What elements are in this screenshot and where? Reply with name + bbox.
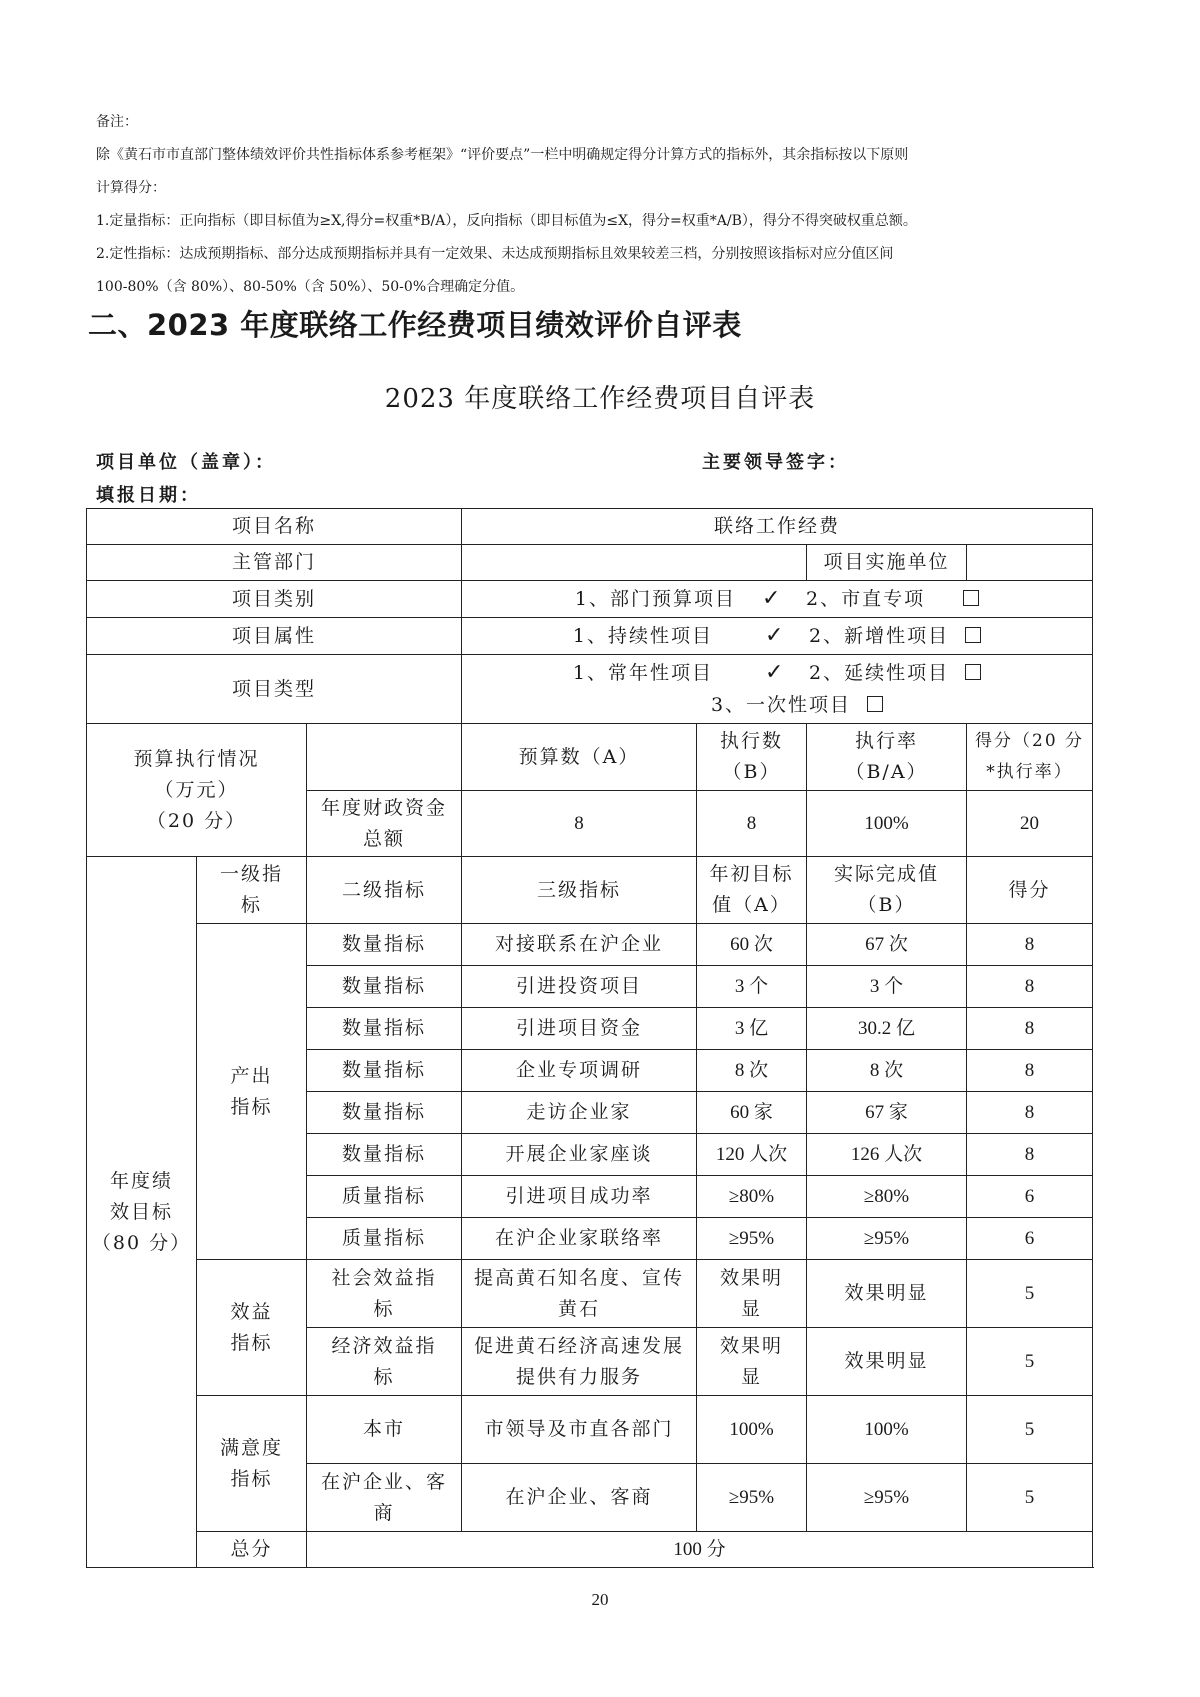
benefit-indicator-label: 效益指标: [197, 1260, 307, 1396]
target-cell: 效果明显: [697, 1328, 807, 1396]
category-option: 1、部门预算项目 ✓: [575, 583, 790, 615]
check-icon: ✓: [765, 623, 786, 648]
level2-cell: 社会效益指标: [307, 1260, 462, 1328]
col-budget-a: 预算数（A）: [462, 724, 697, 791]
header-level3: 三级指标: [462, 857, 697, 924]
level3-cell: 引进投资项目: [462, 966, 697, 1008]
col-exec-b: 执行数（B）: [697, 724, 807, 791]
target-cell: 60 次: [697, 924, 807, 966]
target-cell: 120 人次: [697, 1134, 807, 1176]
score-cell: 5: [967, 1464, 1093, 1532]
level3-cell: 企业专项调研: [462, 1050, 697, 1092]
fill-date-label: 填报日期：: [96, 485, 201, 506]
actual-cell: 3 个: [807, 966, 967, 1008]
row-attribute: [87, 618, 1093, 655]
satisfaction-indicator-label: 满意度指标: [197, 1396, 307, 1532]
notes-line: 除《黄石市市直部门整体绩效评价共性指标体系参考框架》“评价要点”一栏中明确规定得分计算方式的指标外，其余指标按以下原则: [96, 147, 909, 163]
row-budget-header: [87, 724, 1093, 791]
score-cell: 6: [967, 1218, 1093, 1260]
type-label: 项目类型: [87, 655, 462, 724]
score-cell: 8: [967, 1008, 1093, 1050]
impl-unit-value: [967, 545, 1093, 581]
exec-value: 8: [697, 791, 807, 857]
actual-cell: 126 人次: [807, 1134, 967, 1176]
level2-cell: 数量指标: [307, 1050, 462, 1092]
type-option: 3、一次性项目: [711, 689, 883, 721]
level3-cell: 市领导及市直各部门: [462, 1396, 697, 1464]
budget-value: 8: [462, 791, 697, 857]
score-cell: 8: [967, 1092, 1093, 1134]
self-evaluation-table: [86, 508, 1093, 1568]
score-cell: 5: [967, 1396, 1093, 1464]
check-icon: ✓: [765, 660, 786, 685]
row-perf-header: [87, 857, 1093, 924]
project-name-label: 项目名称: [87, 509, 462, 545]
score-cell: 8: [967, 1050, 1093, 1092]
table-row: [87, 1260, 1093, 1328]
level2-cell: 数量指标: [307, 966, 462, 1008]
target-cell: 60 家: [697, 1092, 807, 1134]
checkbox-icon: [965, 627, 981, 643]
actual-cell: ≥95%: [807, 1218, 967, 1260]
actual-cell: 8 次: [807, 1050, 967, 1092]
header-score: 得分: [967, 857, 1093, 924]
level2-cell: 数量指标: [307, 1134, 462, 1176]
target-cell: 3 亿: [697, 1008, 807, 1050]
project-name-value: 联络工作经费: [462, 509, 1093, 545]
annual-fund-label: 年度财政资金总额: [307, 791, 462, 857]
output-indicator-label: 产出指标: [197, 924, 307, 1260]
table-row: [87, 924, 1093, 966]
table-title: 2023 年度联络工作经费项目自评表: [384, 384, 816, 414]
actual-cell: 效果明显: [807, 1260, 967, 1328]
header-level1: 一级指标: [197, 857, 307, 924]
type-options: [462, 655, 1093, 724]
notes-line: 2.定性指标：达成预期指标、部分达成预期指标并具有一定效果、未达成预期指标且效果较差三档，分别按照该指标对应分值区间: [96, 246, 894, 262]
notes-line: 计算得分：: [96, 180, 166, 196]
row-category: [87, 581, 1093, 618]
target-cell: 3 个: [697, 966, 807, 1008]
score-cell: 5: [967, 1260, 1093, 1328]
attribute-option: 2、新增性项目: [809, 620, 981, 652]
budget-blank-cell: [307, 724, 462, 791]
level3-cell: 在沪企业、客商: [462, 1464, 697, 1532]
actual-cell: 30.2 亿: [807, 1008, 967, 1050]
checkbox-icon: [867, 696, 883, 712]
project-unit-label: 项目单位（盖章）：: [96, 452, 276, 473]
perf-label: 年度绩 效目标 （80 分）: [87, 857, 197, 1568]
level2-cell: 数量指标: [307, 924, 462, 966]
level2-cell: 数量指标: [307, 1092, 462, 1134]
dept-value: [462, 545, 807, 581]
level3-cell: 走访企业家: [462, 1092, 697, 1134]
attribute-label: 项目属性: [87, 618, 462, 655]
category-label: 项目类别: [87, 581, 462, 618]
checkbox-icon: [855, 689, 883, 720]
score-value: 20: [967, 791, 1093, 857]
level2-cell: 质量指标: [307, 1218, 462, 1260]
rate-value: 100%: [807, 791, 967, 857]
check-icon: ✓: [762, 586, 783, 611]
score-cell: 8: [967, 966, 1093, 1008]
level2-cell: 在沪企业、客商: [307, 1464, 462, 1532]
impl-unit-label: 项目实施单位: [807, 545, 967, 581]
checkbox-icon: [965, 664, 981, 680]
level3-cell: 在沪企业家联络率: [462, 1218, 697, 1260]
section-heading: 二、2023 年度联络工作经费项目绩效评价自评表: [88, 308, 742, 342]
level3-cell: 开展企业家座谈: [462, 1134, 697, 1176]
actual-cell: 100%: [807, 1396, 967, 1464]
header-level2: 二级指标: [307, 857, 462, 924]
notes-block: [96, 106, 1106, 304]
actual-cell: 67 家: [807, 1092, 967, 1134]
target-cell: 8 次: [697, 1050, 807, 1092]
budget-label: 预算执行情况 （万元） （20 分）: [87, 724, 307, 857]
attribute-options: [462, 618, 1093, 655]
total-value: 100 分: [307, 1532, 1093, 1568]
total-label: 总分: [197, 1532, 307, 1568]
actual-cell: 效果明显: [807, 1328, 967, 1396]
level2-cell: 经济效益指标: [307, 1328, 462, 1396]
checkbox-icon: [953, 620, 981, 651]
checkbox-icon: [963, 590, 979, 606]
target-cell: 100%: [697, 1396, 807, 1464]
level3-cell: 促进黄石经济高速发展提供有力服务: [462, 1328, 697, 1396]
target-cell: ≥80%: [697, 1176, 807, 1218]
score-cell: 5: [967, 1328, 1093, 1396]
actual-cell: ≥80%: [807, 1176, 967, 1218]
leader-signature-label: 主要领导签字：: [702, 452, 849, 473]
score-cell: 6: [967, 1176, 1093, 1218]
row-project-name: [87, 509, 1093, 545]
score-cell: 8: [967, 1134, 1093, 1176]
level2-cell: 本市: [307, 1396, 462, 1464]
col-rate: 执行率（B/A）: [807, 724, 967, 791]
dept-label: 主管部门: [87, 545, 462, 581]
type-option: 2、延续性项目: [809, 657, 981, 689]
target-cell: ≥95%: [697, 1218, 807, 1260]
checkbox-icon: [953, 657, 981, 688]
header-target: 年初目标值（A）: [697, 857, 807, 924]
page-number: 20: [591, 1590, 609, 1609]
row-type: [87, 655, 1093, 724]
type-option: 1、常年性项目 ✓: [573, 657, 793, 689]
header-actual: 实际完成值（B）: [807, 857, 967, 924]
notes-line: 备注：: [96, 114, 138, 130]
level2-cell: 质量指标: [307, 1176, 462, 1218]
level3-cell: 引进项目资金: [462, 1008, 697, 1050]
notes-line: 100-80%（含 80%）、80-50%（含 50%）、50-0%合理确定分值。: [96, 279, 525, 295]
target-cell: ≥95%: [697, 1464, 807, 1532]
notes-line: 1.定量指标：正向指标（即目标值为≥X,得分=权重*B/A），反向指标（即目标值为≤X，得分=权重*A/B），得分不得突破权重总额。: [96, 213, 917, 229]
level3-cell: 引进项目成功率: [462, 1176, 697, 1218]
score-cell: 8: [967, 924, 1093, 966]
col-score: 得分（20 分*执行率）: [967, 724, 1093, 791]
category-options: [462, 581, 1093, 618]
row-dept: [87, 545, 1093, 581]
checkbox-icon: [951, 583, 979, 614]
attribute-option: 1、持续性项目 ✓: [573, 620, 793, 652]
level2-cell: 数量指标: [307, 1008, 462, 1050]
actual-cell: ≥95%: [807, 1464, 967, 1532]
category-option: 2、市直专项: [806, 583, 979, 615]
level3-cell: 对接联系在沪企业: [462, 924, 697, 966]
actual-cell: 67 次: [807, 924, 967, 966]
table-row: [87, 1396, 1093, 1464]
level3-cell: 提高黄石知名度、宣传黄石: [462, 1260, 697, 1328]
target-cell: 效果明显: [697, 1260, 807, 1328]
row-total: [87, 1532, 1093, 1568]
